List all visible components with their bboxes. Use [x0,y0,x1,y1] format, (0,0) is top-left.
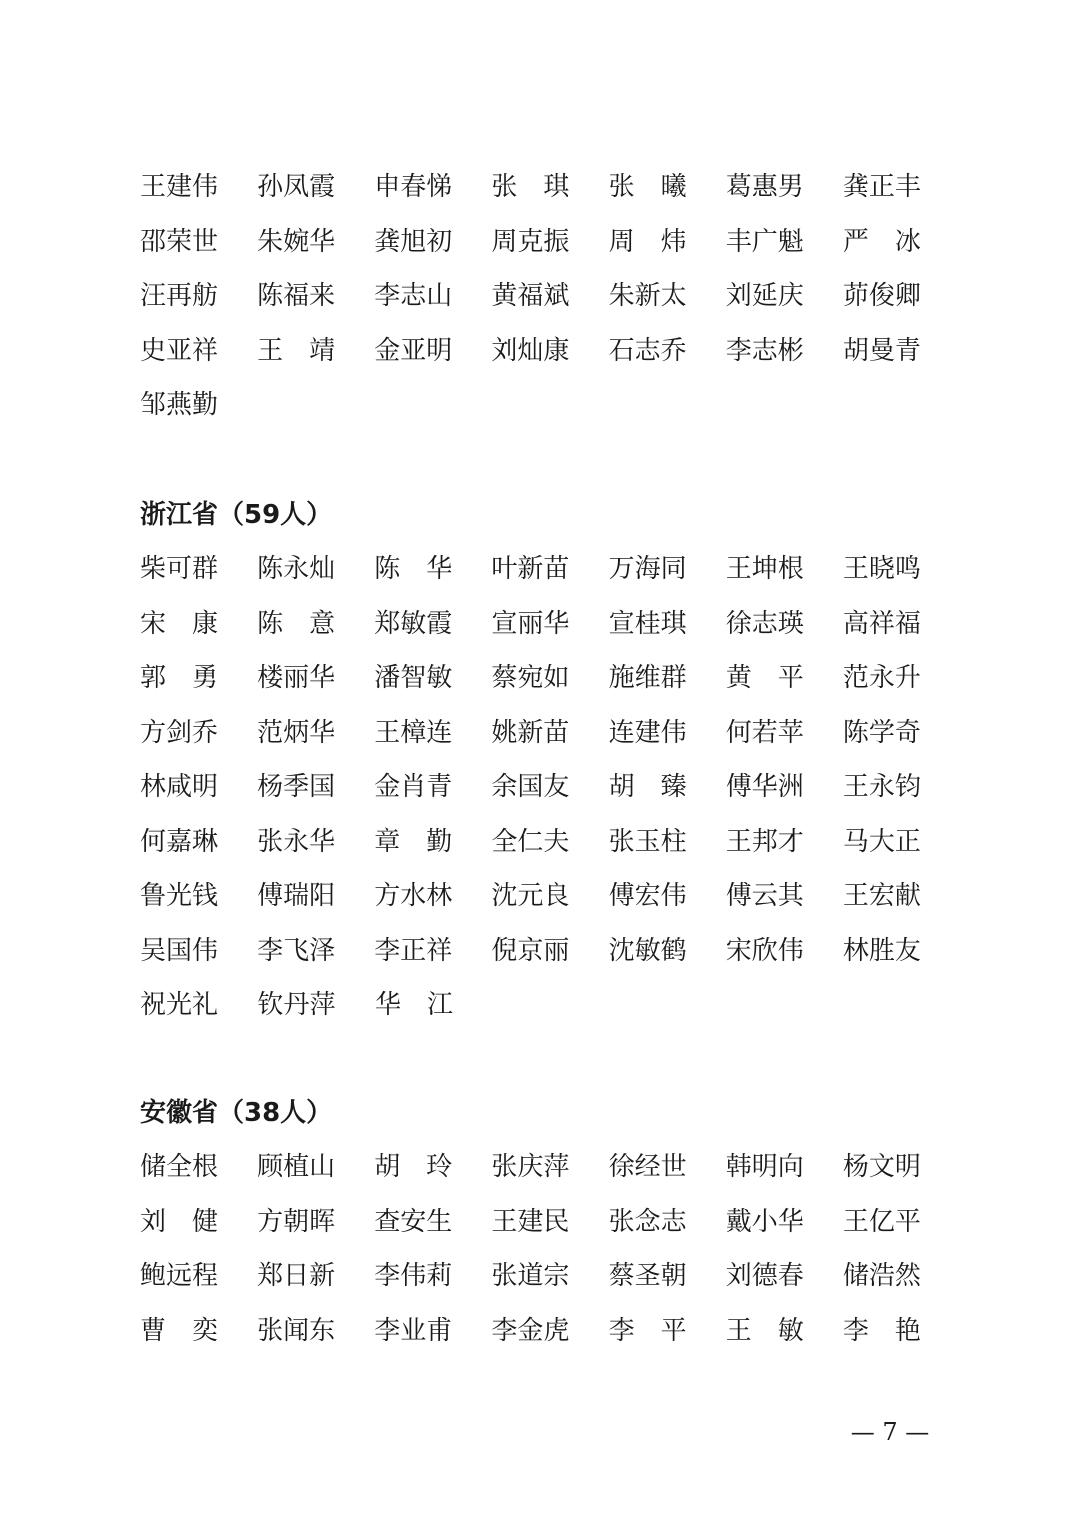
person-name: 胡曼青 [842,335,921,366]
person-name: 叶新苗 [491,554,570,585]
person-name: 林胜友 [842,935,921,966]
person-name: 李志彬 [725,335,804,366]
person-name: 李业甫 [374,1315,453,1346]
person-name: 方剑乔 [140,717,219,748]
person-name: 张 琪 [491,172,570,203]
person-name: 陈福来 [257,281,336,312]
person-name: 王建民 [491,1206,570,1237]
person-name: 张玉柱 [608,826,687,857]
person-name: 柴可群 [140,554,219,585]
person-name: 申春悌 [374,172,453,203]
person-name: 傅云其 [725,881,804,912]
person-name: 王 靖 [257,335,336,366]
person-name: 楼丽华 [257,663,336,694]
person-name: 王 敏 [725,1315,804,1346]
person-name: 刘 健 [140,1206,219,1237]
person-name: 沈元良 [491,881,570,912]
person-name: 施维群 [608,663,687,694]
person-name: 傅瑞阳 [257,881,336,912]
person-name: 胡 臻 [608,772,687,803]
person-name: 邹燕勤 [140,390,219,421]
person-name: 曹 奕 [140,1315,219,1346]
person-name: 王晓鸣 [842,554,921,585]
person-name: 范炳华 [257,717,336,748]
person-name: 王邦才 [725,826,804,857]
person-name: 龚旭初 [374,226,453,257]
name-row [140,215,960,270]
person-name: 郑日新 [257,1261,336,1292]
section-heading-anhui: 安徽省（38人） [140,1098,333,1128]
name-row [140,378,960,433]
name-row [140,597,960,652]
person-name: 李志山 [374,281,453,312]
person-name: 陈 华 [374,554,453,585]
name-list-anhui [140,1140,960,1358]
person-name: 姚新苗 [491,717,570,748]
person-name: 张闻东 [257,1315,336,1346]
person-name: 沈敏鹤 [608,935,687,966]
person-name: 张庆萍 [491,1152,570,1183]
person-name: 郑敏霞 [374,608,453,639]
name-row [140,1249,960,1304]
name-row [140,1304,960,1359]
person-name: 张念志 [608,1206,687,1237]
person-name: 王坤根 [725,554,804,585]
person-name: 葛惠男 [725,172,804,203]
section-heading-zhejiang: 浙江省（59人） [140,500,333,530]
person-name: 高祥福 [842,608,921,639]
person-name: 黄福斌 [491,281,570,312]
person-name: 周 炜 [608,226,687,257]
person-name: 金肖青 [374,772,453,803]
person-name: 林咸明 [140,772,219,803]
person-name: 黄 平 [725,663,804,694]
person-name: 茆俊卿 [842,281,921,312]
person-name: 徐经世 [608,1152,687,1183]
person-name: 万海同 [608,554,687,585]
person-name: 王宏献 [842,881,921,912]
person-name: 连建伟 [608,717,687,748]
name-row [140,324,960,379]
person-name: 全仁夫 [491,826,570,857]
person-name: 傅宏伟 [608,881,687,912]
person-name: 周克振 [491,226,570,257]
person-name: 宋 康 [140,608,219,639]
person-name: 宣桂琪 [608,608,687,639]
person-name: 傅华洲 [725,772,804,803]
person-name: 潘智敏 [374,663,453,694]
person-name: 华 江 [375,990,454,1021]
person-name: 何嘉琳 [140,826,219,857]
person-name: 宣丽华 [491,608,570,639]
person-name: 祝光礼 [140,990,219,1021]
person-name: 严 冰 [842,226,921,257]
person-name: 何若苹 [725,717,804,748]
name-row [140,924,960,979]
name-row [140,1140,960,1195]
person-name: 刘延庆 [725,281,804,312]
person-name: 方水林 [374,881,453,912]
person-name: 李 艳 [842,1315,921,1346]
person-name: 鲁光钱 [140,881,219,912]
person-name: 刘灿康 [491,335,570,366]
person-name: 鲍远程 [140,1261,219,1292]
name-row [140,869,960,924]
person-name: 储全根 [140,1152,219,1183]
person-name: 杨文明 [842,1152,921,1183]
person-name: 李伟莉 [374,1261,453,1292]
person-name: 孙凤霞 [257,172,336,203]
person-name: 宋欣伟 [725,935,804,966]
name-row [140,815,960,870]
name-row [140,542,960,597]
person-name: 顾植山 [257,1152,336,1183]
person-name: 胡 玲 [374,1152,453,1183]
person-name: 朱婉华 [257,226,336,257]
person-name: 方朝晖 [257,1206,336,1237]
person-name: 龚正丰 [842,172,921,203]
person-name: 查安生 [374,1206,453,1237]
person-name: 王永钧 [842,772,921,803]
name-row [140,978,960,1033]
person-name: 陈永灿 [257,554,336,585]
person-name: 王建伟 [140,172,219,203]
person-name: 余国友 [491,772,570,803]
person-name: 石志乔 [608,335,687,366]
person-name: 刘德春 [725,1261,804,1292]
person-name: 王樟连 [374,717,453,748]
person-name: 钦丹萍 [257,990,336,1021]
person-name: 倪京丽 [491,935,570,966]
person-name: 李正祥 [374,935,453,966]
person-name: 张 曦 [608,172,687,203]
person-name: 戴小华 [725,1206,804,1237]
name-row [140,160,960,215]
name-list-continued [140,160,960,433]
name-row [140,651,960,706]
person-name: 蔡圣朝 [608,1261,687,1292]
person-name: 吴国伟 [140,935,219,966]
person-name: 李飞泽 [257,935,336,966]
person-name: 郭 勇 [140,663,219,694]
person-name: 范永升 [842,663,921,694]
person-name: 王亿平 [842,1206,921,1237]
person-name: 邵荣世 [140,226,219,257]
person-name: 储浩然 [842,1261,921,1292]
person-name: 李 平 [608,1315,687,1346]
name-row [140,1195,960,1250]
person-name: 马大正 [842,826,921,857]
name-row [140,706,960,761]
person-name: 章 勤 [374,826,453,857]
name-row [140,269,960,324]
person-name: 朱新太 [608,281,687,312]
person-name: 张道宗 [491,1261,570,1292]
page-number: — 7 — [850,1418,930,1446]
person-name: 陈 意 [257,608,336,639]
person-name: 金亚明 [374,335,453,366]
person-name: 丰广魁 [725,226,804,257]
person-name: 李金虎 [491,1315,570,1346]
person-name: 汪再舫 [140,281,219,312]
person-name: 韩明向 [725,1152,804,1183]
name-row [140,760,960,815]
person-name: 张永华 [257,826,336,857]
person-name: 杨季国 [257,772,336,803]
person-name: 蔡宛如 [491,663,570,694]
name-list-zhejiang [140,542,960,1033]
person-name: 陈学奇 [842,717,921,748]
person-name: 徐志瑛 [725,608,804,639]
person-name: 史亚祥 [140,335,219,366]
